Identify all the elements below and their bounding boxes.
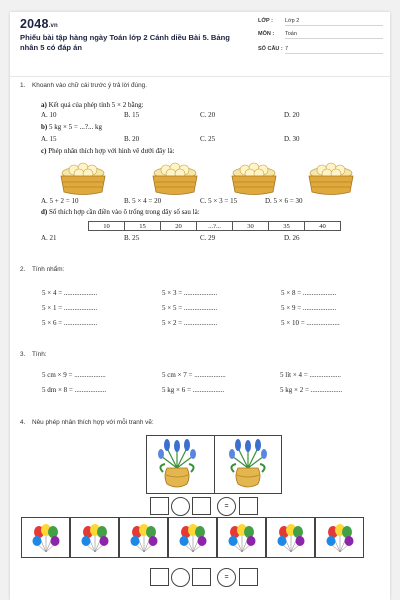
bun-basket-icon (229, 159, 279, 199)
answer-box[interactable] (192, 497, 211, 515)
flower-pot-icon (226, 438, 270, 492)
q1d-text: Số thích hợp cần điền vào ô trống trong dãy số sau là: (48, 208, 200, 216)
q3-item[interactable]: 5 dm × 8 = .................. (42, 386, 107, 394)
bun-basket-icon (150, 159, 200, 199)
q2-heading (20, 266, 64, 273)
balloons-icon (79, 522, 111, 554)
q3-item[interactable]: 5 lít × 4 = .................. (280, 371, 341, 379)
q2-item[interactable]: 5 × 1 = ................... (42, 304, 98, 312)
q1b-label: b) (41, 123, 48, 131)
q3-item[interactable]: 5 cm × 9 = .................. (42, 371, 106, 379)
q2-item[interactable]: 5 × 9 = ................... (281, 304, 337, 312)
balloons-icon (177, 522, 209, 554)
q2-item[interactable]: 5 × 4 = ................... (42, 289, 98, 297)
q2-item[interactable]: 5 × 10 = ................... (281, 319, 340, 327)
q2-item[interactable]: 5 × 3 = ................... (162, 289, 218, 297)
equals-sign: = (224, 574, 229, 581)
sequence-blank-cell[interactable]: ...?... (197, 222, 233, 231)
operator-circle[interactable] (171, 497, 190, 516)
bun-basket-icon (306, 159, 356, 199)
sequence-cell: 10 (89, 222, 125, 231)
q1d-option-a[interactable]: A. 21 (41, 234, 57, 242)
q1b-stem (41, 123, 102, 131)
q2-title: Tính nhẩm: (32, 266, 65, 273)
answer-box[interactable] (239, 497, 258, 515)
q2-item[interactable]: 5 × 5 = ................... (162, 304, 218, 312)
q1d-option-c[interactable]: C. 29 (200, 234, 216, 242)
equals-circle (217, 497, 236, 516)
q1a-option-c[interactable]: C. 20 (200, 111, 216, 119)
answer-box[interactable] (239, 568, 258, 586)
logo-suffix: .vn (48, 23, 58, 29)
q3-number: 3. (20, 351, 26, 358)
q1a-option-a[interactable]: A. 10 (41, 111, 57, 119)
worksheet (10, 12, 390, 600)
q2-item[interactable]: 5 × 2 = ................... (162, 319, 218, 327)
q1b-option-c[interactable]: C. 25 (200, 135, 216, 143)
meta-class-key: LỚP : (258, 18, 273, 24)
balloons-icon (128, 522, 160, 554)
q1b-option-b[interactable]: B. 20 (124, 135, 140, 143)
q1b-option-d[interactable]: D. 30 (284, 135, 300, 143)
balloons-icon (324, 522, 356, 554)
q4-heading (20, 419, 154, 426)
q3-item[interactable]: 5 kg × 6 = .................. (162, 386, 225, 394)
number-sequence-table (88, 221, 341, 231)
q1d-label: d) (41, 208, 48, 216)
logo-text: 2048 (20, 17, 49, 31)
answer-box[interactable] (192, 568, 211, 586)
q4-title: Nêu phép nhân thích hợp với mỗi tranh vẽ: (32, 419, 154, 426)
q1c-text: Phép nhân thích hợp với hình vẽ dưới đây là: (48, 147, 175, 155)
q3-heading (20, 351, 47, 358)
q1a-stem (41, 101, 144, 109)
q1a-option-b[interactable]: B. 15 (124, 111, 140, 119)
q1c-option-c[interactable]: C. 5 × 3 = 15 (200, 197, 238, 205)
q1a-option-d[interactable]: D. 20 (284, 111, 300, 119)
meta-subject (258, 31, 383, 42)
meta-count-value: 7 (285, 46, 383, 54)
q1-heading (20, 82, 147, 89)
page-title: Phiếu bài tập hàng ngày Toán lớp 2 Cánh diều Bài 5. Bảng nhân 5 có đáp án (20, 33, 230, 52)
q1d-option-b[interactable]: B. 25 (124, 234, 140, 242)
q1d-option-d[interactable]: D. 26 (284, 234, 300, 242)
sequence-cell: 40 (305, 222, 341, 231)
flower-pot-icon (155, 438, 199, 492)
balloons-icon (30, 522, 62, 554)
q1-title: Khoanh vào chữ cái trước ý trả lời đúng. (32, 82, 147, 89)
q1c-stem (41, 147, 175, 155)
q1c-option-d[interactable]: D. 5 × 6 = 30 (265, 197, 303, 205)
answer-box[interactable] (150, 497, 169, 515)
meta-count-key: SỐ CÂU : (258, 46, 283, 52)
q1d-stem (41, 208, 200, 216)
q1a-label: a) (41, 101, 47, 109)
answer-box[interactable] (150, 568, 169, 586)
meta-subject-key: MÔN : (258, 31, 275, 37)
balloons-icon (226, 522, 258, 554)
sequence-cell: 15 (125, 222, 161, 231)
site-logo[interactable] (20, 17, 58, 31)
q3-item[interactable]: 5 cm × 7 = .................. (162, 371, 226, 379)
q1c-label: c) (41, 147, 47, 155)
q1c-option-b[interactable]: B. 5 × 4 = 20 (124, 197, 162, 205)
meta-count (258, 46, 383, 57)
q1c-option-a[interactable]: A. 5 + 2 = 10 (41, 197, 79, 205)
equals-sign: = (224, 503, 229, 510)
equals-circle (217, 568, 236, 587)
sequence-cell: 35 (269, 222, 305, 231)
header (10, 12, 390, 66)
q1b-text: 5 kg × 5 = ...?... kg (48, 123, 102, 131)
balloons-icon (275, 522, 307, 554)
q4-number: 4. (20, 419, 26, 426)
meta-class (258, 18, 383, 29)
frame-divider (214, 435, 215, 494)
q2-item[interactable]: 5 × 6 = ................... (42, 319, 98, 327)
sequence-cell: 30 (233, 222, 269, 231)
bun-basket-icon (58, 159, 108, 199)
sequence-cell: 20 (161, 222, 197, 231)
q1a-text: Kết quả của phép tính 5 × 2 bằng: (48, 101, 144, 109)
meta-class-value: Lớp 2 (285, 18, 383, 26)
header-divider (10, 76, 390, 77)
q3-item[interactable]: 5 kg × 2 = .................. (280, 386, 343, 394)
q2-number: 2. (20, 266, 26, 273)
meta-subject-value: Toán (285, 31, 383, 39)
q3-title: Tính: (32, 351, 47, 358)
q1b-option-a[interactable]: A. 15 (41, 135, 57, 143)
q2-item[interactable]: 5 × 8 = ................... (281, 289, 337, 297)
q1-number: 1. (20, 82, 26, 89)
operator-circle[interactable] (171, 568, 190, 587)
